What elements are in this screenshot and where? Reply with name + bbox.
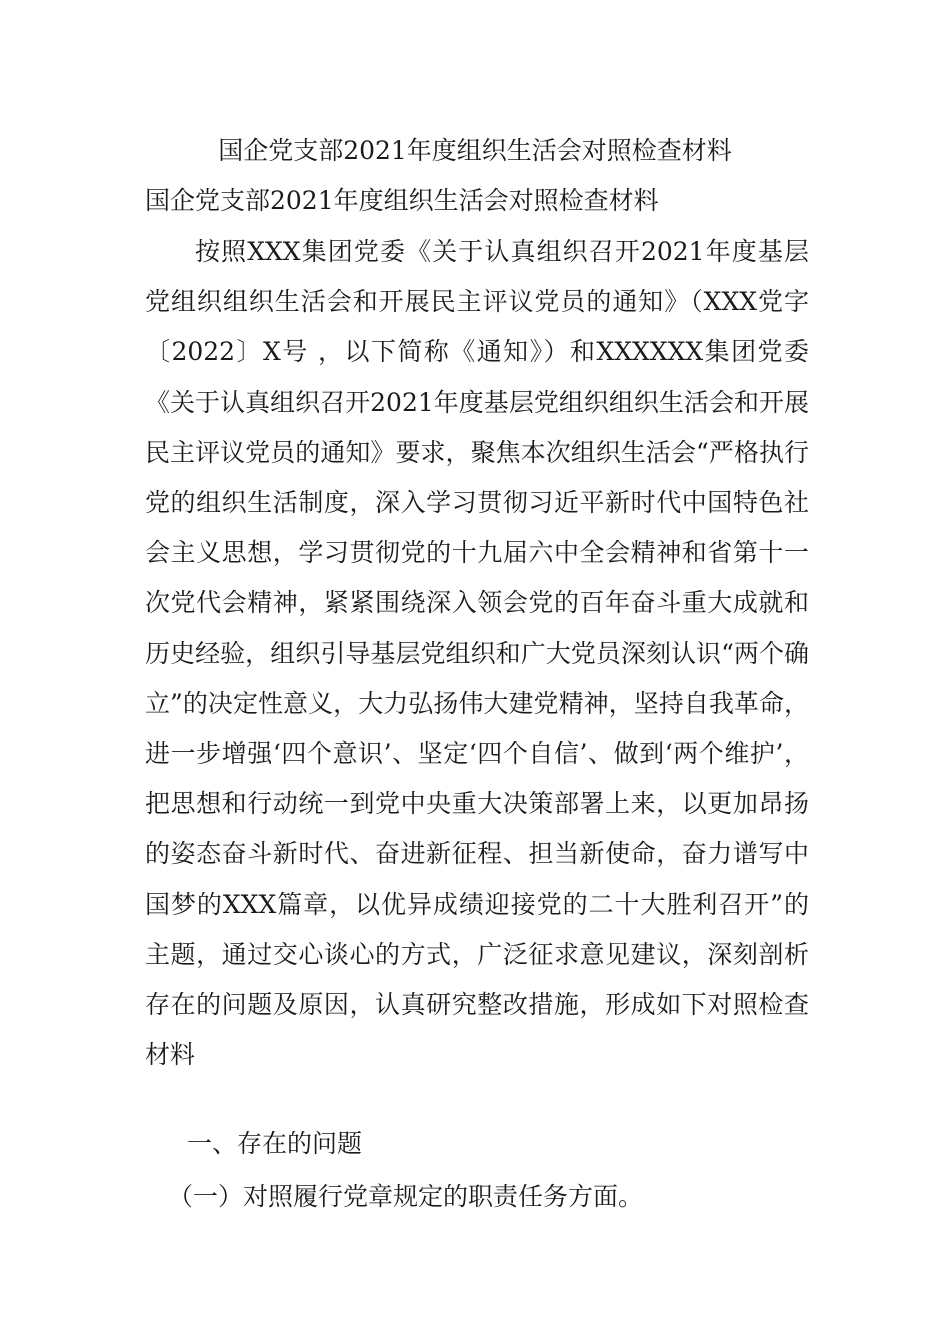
intro-paragraph: 按照XXX集团党委《关于认真组织召开2021年度基层党组织组织生活会和开展民主评议党员的通知》（XXX党字〔2022〕X号 ，以下简称《通知》）和XXXXXX集团党委《关于认真组织召开2021年度基层党组织组织生活会和开展民主评议党员的通知》要求，聚焦本次组织生活会“严格执行党的组织生活制度，深入学习贯彻习近平新时代中国特色社会主义思想，学习贯彻党的十九届六中全会精神和省第十一次党代会精神，紧紧围绕深入领会党的百年奋斗重大成就和历史经验，组织引导基层党组织和广大党员深刻认识“两个确立”的决定性意义，大力弘扬伟大建党精神，坚持自我革命，进一步增强‘四个意识’、坚定‘四个自信’、做到‘两个维护’，把思想和行动统一到党中央重大决策部署上来，以更加昂扬的姿态奋斗新时代、奋进新征程、担当新使命，奋力谱写中国梦的XXX篇章，以优异成绩迎接党的二十大胜利召开”的主题，通过交心谈心的方式，广泛征求意见建议，深刻剖析存在的问题及原因，认真研究整改措施，形成如下对照检查材料 [145,237,809,1070]
document-title: 国企党支部2021年度组织生活会对照检查材料 [218,136,732,165]
sub-heading-party-duties: （一）对照履行党章规定的职责任务方面。 [168,1182,644,1211]
document-subtitle: 国企党支部2021年度组织生活会对照检查材料 [145,186,659,215]
section-heading-problems: 一、存在的问题 [187,1129,363,1158]
